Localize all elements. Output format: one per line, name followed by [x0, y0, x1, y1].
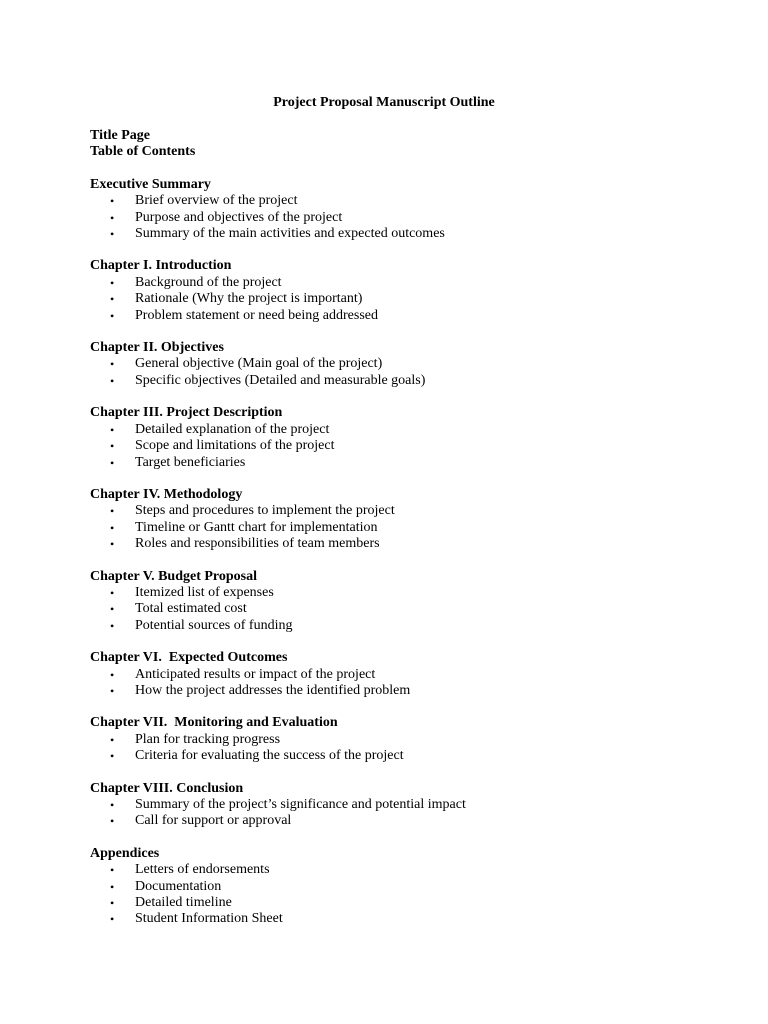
bullet-text: Call for support or approval: [135, 813, 292, 829]
bullet-icon: •: [110, 373, 115, 388]
bullet-list-item: [90, 862, 710, 878]
bullet-icon: •: [110, 912, 115, 927]
bullet-icon: •: [110, 227, 115, 242]
outline-section: [90, 487, 710, 553]
bullet-icon: •: [110, 667, 115, 682]
bullet-list-item: [90, 683, 710, 699]
section-heading: Chapter III. Project Description: [90, 405, 283, 421]
bullet-text: Detailed timeline: [135, 895, 232, 911]
bullet-text: Brief overview of the project: [135, 193, 298, 209]
outline-section: [90, 781, 710, 830]
outline-section: [90, 846, 710, 928]
bullet-list-item: [90, 895, 710, 911]
outline-section: [90, 650, 710, 699]
bullet-icon: •: [110, 585, 115, 600]
front-matter-title-page: Title Page: [90, 128, 151, 143]
bullet-icon: •: [110, 602, 115, 617]
bullet-list: [90, 667, 710, 700]
bullet-icon: •: [110, 683, 115, 698]
bullet-text: Criteria for evaluating the success of the project: [135, 748, 404, 764]
section-heading: Chapter VII. Monitoring and Evaluation: [90, 715, 338, 731]
bullet-text: Scope and limitations of the project: [135, 438, 335, 454]
outline-content: [90, 128, 710, 928]
bullet-list-item: [90, 226, 710, 242]
bullet-icon: •: [110, 308, 115, 323]
bullet-text: How the project addresses the identified problem: [135, 682, 411, 698]
bullet-text: Anticipated results or impact of the project: [135, 666, 376, 682]
bullet-icon: •: [110, 879, 115, 894]
bullet-list: [90, 275, 710, 324]
bullet-list: [90, 732, 710, 765]
bullet-text: Target beneficiaries: [135, 454, 246, 470]
bullet-list-item: [90, 356, 710, 372]
bullet-list-item: [90, 438, 710, 454]
bullet-text: Letters of endorsements: [135, 862, 270, 878]
bullet-list-item: [90, 373, 710, 389]
section-heading: Chapter IV. Methodology: [90, 486, 243, 502]
bullet-icon: •: [110, 210, 115, 225]
bullet-icon: •: [110, 422, 115, 437]
bullet-list-item: [90, 911, 710, 927]
bullet-list-item: [90, 422, 710, 438]
bullet-icon: •: [110, 732, 115, 747]
bullet-list-item: [90, 536, 710, 552]
bullet-list-item: [90, 879, 710, 895]
section-heading: Chapter I. Introduction: [90, 258, 232, 274]
bullet-icon: •: [110, 504, 115, 519]
bullet-icon: •: [110, 455, 115, 470]
bullet-list: [90, 422, 710, 471]
bullet-list: [90, 585, 710, 634]
bullet-text: Detailed explanation of the project: [135, 421, 330, 437]
bullet-text: Summary of the main activities and expected outcomes: [135, 226, 445, 242]
bullet-icon: •: [110, 275, 115, 290]
page-title: Project Proposal Manuscript Outline: [273, 95, 495, 110]
bullet-text: Documentation: [135, 878, 222, 894]
bullet-text: Roles and responsibilities of team members: [135, 536, 380, 552]
bullet-list-item: [90, 275, 710, 291]
bullet-list: [90, 797, 710, 830]
bullet-text: Background of the project: [135, 274, 282, 290]
bullet-text: Total estimated cost: [135, 601, 247, 617]
section-heading: Chapter V. Budget Proposal: [90, 568, 257, 584]
bullet-text: Itemized list of expenses: [135, 584, 274, 600]
bullet-text: Student Information Sheet: [135, 911, 283, 927]
bullet-icon: •: [110, 439, 115, 454]
front-matter-table-of-contents: Table of Contents: [90, 144, 196, 160]
bullet-list-item: [90, 308, 710, 324]
bullet-list-item: [90, 193, 710, 209]
bullet-list-item: [90, 503, 710, 519]
bullet-text: Specific objectives (Detailed and measurable goals): [135, 372, 426, 388]
section-heading: Chapter VI. Expected Outcomes: [90, 650, 288, 666]
bullet-icon: •: [110, 896, 115, 911]
bullet-list-item: [90, 732, 710, 748]
bullet-list: [90, 862, 710, 928]
bullet-list: [90, 503, 710, 552]
bullet-icon: •: [110, 194, 115, 209]
bullet-icon: •: [110, 863, 115, 878]
section-heading: Chapter VIII. Conclusion: [90, 780, 244, 796]
bullet-list-item: [90, 455, 710, 471]
outline-section: [90, 177, 710, 243]
bullet-icon: •: [110, 749, 115, 764]
bullet-icon: •: [110, 618, 115, 633]
bullet-list: [90, 356, 710, 389]
outline-section: [90, 569, 710, 635]
bullet-icon: •: [110, 798, 115, 812]
outline-section: [90, 258, 710, 324]
bullet-icon: •: [110, 292, 115, 307]
bullet-list-item: [90, 618, 710, 634]
bullet-text: Potential sources of funding: [135, 617, 293, 633]
outline-sections: [90, 177, 710, 928]
bullet-text: Problem statement or need being addressed: [135, 307, 378, 323]
bullet-text: Steps and procedures to implement the project: [135, 503, 395, 519]
bullet-list-item: [90, 585, 710, 601]
section-heading: Executive Summary: [90, 176, 211, 192]
bullet-list: [90, 193, 710, 242]
bullet-icon: •: [110, 537, 115, 552]
bullet-list-item: [90, 748, 710, 764]
bullet-icon: •: [110, 520, 115, 535]
bullet-text: Plan for tracking progress: [135, 731, 281, 747]
bullet-list-item: [90, 210, 710, 226]
bullet-text: Purpose and objectives of the project: [135, 209, 343, 225]
bullet-text: Timeline or Gantt chart for implementation: [135, 519, 378, 535]
section-heading: Chapter II. Objectives: [90, 340, 224, 356]
bullet-icon: •: [110, 814, 115, 829]
bullet-text: Summary of the project’s significance and potential impact: [135, 797, 466, 812]
section-heading: Appendices: [90, 845, 160, 861]
bullet-icon: •: [110, 357, 115, 372]
bullet-list-item: [90, 797, 710, 813]
outline-section: [90, 405, 710, 471]
bullet-list-item: [90, 813, 710, 829]
outline-section: [90, 715, 710, 764]
bullet-list-item: [90, 601, 710, 617]
bullet-list-item: [90, 520, 710, 536]
bullet-list-item: [90, 667, 710, 683]
bullet-list-item: [90, 291, 710, 307]
bullet-text: Rationale (Why the project is important): [135, 291, 363, 307]
outline-section: [90, 340, 710, 389]
bullet-text: General objective (Main goal of the project): [135, 356, 383, 372]
